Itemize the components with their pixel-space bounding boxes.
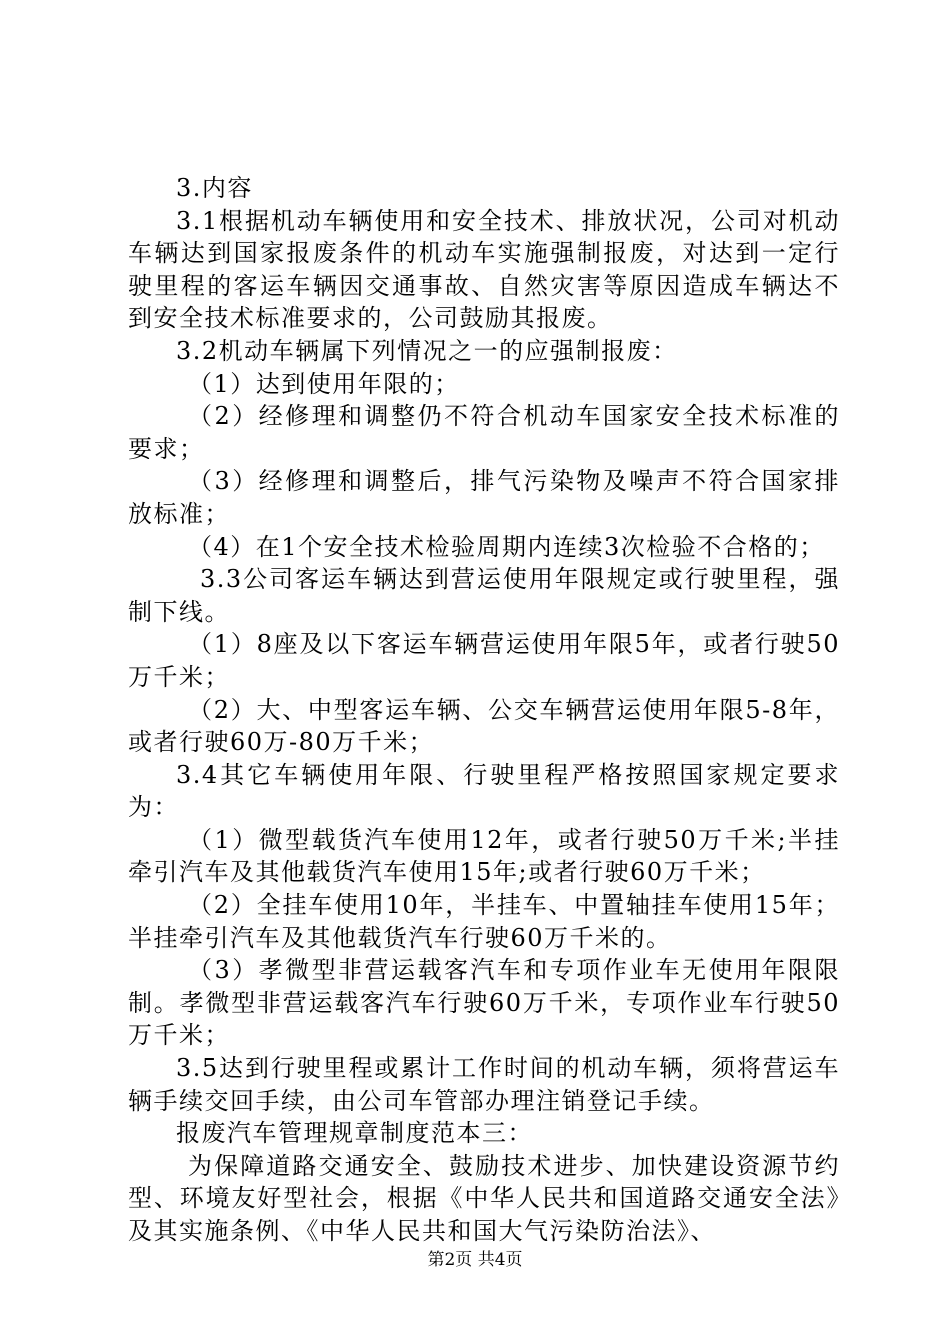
list-item: （1）微型载货汽车使用12年，或者行驶50万千米;半挂牵引汽车及其他载货汽车使用15年;或者行驶60万千米； <box>128 825 840 887</box>
section-heading-template-three: 报废汽车管理规章制度范本三： <box>176 1119 533 1148</box>
paragraph-3-1: 3.1根据机动车辆使用和安全技术、排放状况，公司对机动车辆达到国家报废条件的机动车实施强制报废，对达到一定行驶里程的客运车辆因交通事故、自然灾害等原因造成车辆达不到安全技术标准要求的，公司鼓励其报废。 <box>128 206 840 333</box>
document-body <box>128 172 840 1248</box>
paragraph-3-5: 3.5达到行驶里程或累计工作时间的机动车辆，须将营运车辆手续交回手续，由公司车管部办理注销登记手续。 <box>128 1054 840 1115</box>
page-number-footer: 第2页 共4页 <box>427 1250 523 1270</box>
list-item: （1）8座及以下客运车辆营运使用年限5年，或者行驶50万千米； <box>128 630 840 691</box>
paragraph-intro: 为保障道路交通安全、鼓励技术进步、加快建设资源节约型、环境友好型社会，根据《中华人民共和国道路交通安全法》及其实施条例、《中华人民共和国大气污染防治法》、 <box>128 1151 840 1245</box>
list-item: （2）经修理和调整仍不符合机动车国家安全技术标准的要求； <box>128 402 840 463</box>
list-item: （4）在1个安全技术检验周期内连续3次检验不合格的； <box>188 532 825 561</box>
paragraph-3-4: 3.4其它车辆使用年限、行驶里程严格按照国家规定要求为： <box>128 760 840 822</box>
paragraph-3-3: 3.3公司客运车辆达到营运使用年限规定或行驶里程，强制下线。 <box>128 565 840 626</box>
list-item: （3）孝微型非营运载客汽车和专项作业车无使用年限限制。孝微型非营运载客汽车行驶60万千米，专项作业车行驶50万千米； <box>128 956 840 1050</box>
list-item: （2）全挂车使用10年，半挂车、中置轴挂车使用15年；半挂牵引汽车及其他载货汽车行驶60万千米的。 <box>128 891 840 952</box>
list-item: （1）达到使用年限的； <box>188 369 460 398</box>
list-item: （3）经修理和调整后，排气污染物及噪声不符合国家排放标准； <box>128 467 840 528</box>
list-item: （2）大、中型客运车辆、公交车辆营运使用年限5-8年，或者行驶60万-80万千米； <box>128 695 840 757</box>
paragraph-3-2: 3.2机动车辆属下列情况之一的应强制报废： <box>176 336 678 365</box>
section-heading-content: 3.内容 <box>176 174 253 202</box>
